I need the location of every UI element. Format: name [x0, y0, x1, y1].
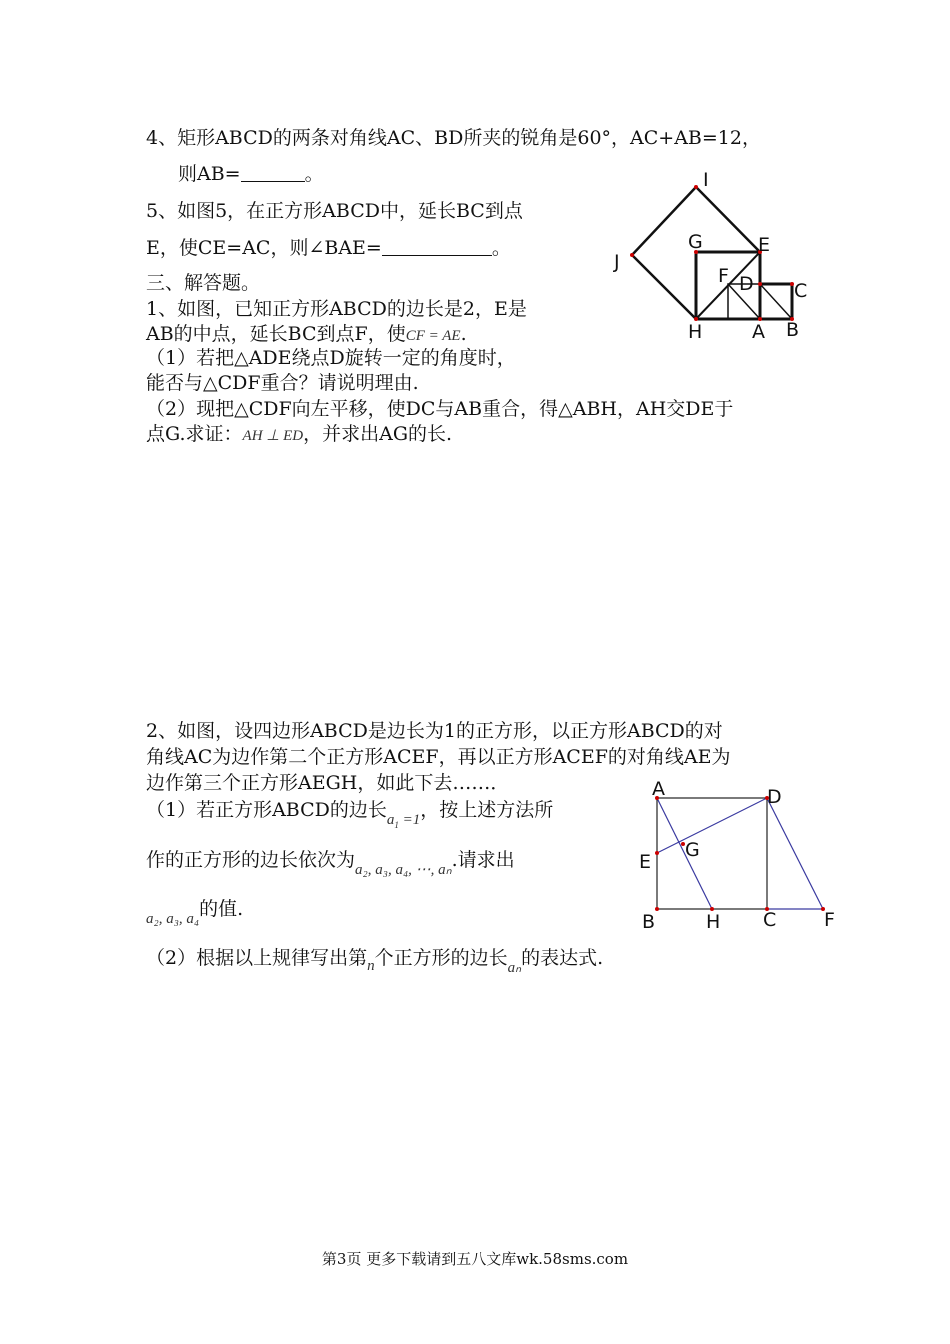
- fig1-point: [694, 185, 698, 189]
- fig2-point: [655, 907, 659, 911]
- q4-line2-suffix: 。: [304, 163, 324, 185]
- p1-line6-prefix: 点G.求证：: [146, 423, 243, 445]
- q5-line2-prefix: E，使CE=AC，则∠BAE=: [146, 237, 382, 259]
- fig1-label-H: H: [688, 321, 703, 343]
- p2-line7-an: aₙ: [507, 960, 522, 976]
- p2-line7-suffix: 的表达式.: [521, 947, 604, 969]
- fig2-label-F: F: [824, 909, 835, 930]
- fig2-label-C: C: [763, 909, 777, 930]
- fig1-label-A: A: [752, 321, 765, 343]
- p1-line6: [146, 422, 452, 448]
- p1-line5: （2）现把△CDF向左平移，使DC与AB重合，得△ABH，AH交DE于: [146, 398, 734, 420]
- fig2-label-B: B: [642, 911, 656, 930]
- p1-line2-suffix: .: [460, 323, 467, 345]
- p1-line2-math: CF = AE: [405, 328, 461, 344]
- fig2-label-D: D: [767, 786, 782, 808]
- fig1-line-IE: [696, 187, 760, 252]
- fig1-point: [630, 253, 634, 257]
- fig2-label-G: G: [685, 839, 700, 861]
- p2-line5-math: a₂, a₃, a₄, ⋯, aₙ: [355, 862, 452, 878]
- p1-line6-math: AH ⊥ ED: [242, 428, 304, 444]
- fig2-points: [655, 796, 825, 911]
- p2-line5-prefix: 作的正方形的边长依次为: [146, 849, 356, 871]
- fig1-label-D: D: [739, 273, 754, 295]
- p2-line6-math: a₂, a₃, a₄: [146, 911, 200, 927]
- figure-1-squares: [612, 168, 822, 346]
- fig1-point: [758, 282, 762, 286]
- p1-line2: [146, 322, 467, 348]
- p2-line3: 边作第三个正方形AEGH，如此下去……．: [146, 772, 510, 794]
- fig1-label-C: C: [794, 280, 808, 302]
- fig1-label-E: E: [758, 234, 771, 256]
- p1-line1: 1、如图，已知正方形ABCD的边长是2，E是: [146, 298, 527, 320]
- p2-line4-prefix: （1）若正方形ABCD的边长: [146, 799, 387, 821]
- fig2-label-E: E: [639, 851, 652, 873]
- fig1-label-F: F: [718, 265, 729, 287]
- fig1-diagonal-DB: [760, 284, 792, 319]
- figure-2-square: [630, 780, 845, 930]
- fig1-label-J: J: [614, 251, 620, 273]
- fig1-label-I: I: [703, 169, 709, 191]
- q4-line2-prefix: 则AB=: [178, 163, 241, 185]
- fig2-point: [655, 851, 659, 855]
- q5-answer-blank[interactable]: [382, 237, 492, 256]
- q5-line1: 5、如图5，在正方形ABCD中，延长BC到点: [146, 200, 523, 222]
- p2-line5: [146, 848, 515, 882]
- page-footer: 第3页 更多下载请到五八文库wk.58sms.com: [321, 1250, 629, 1268]
- p2-math-a: a: [386, 812, 395, 828]
- p2-line7-mid: 个正方形的边长: [374, 947, 508, 969]
- p2-math-eq: =1: [398, 812, 421, 828]
- p2-line4-math: [387, 812, 420, 828]
- p2-line7-prefix: （2）根据以上规律写出第: [146, 947, 368, 969]
- p2-line7: [146, 946, 603, 980]
- fig2-label-H: H: [706, 911, 721, 930]
- q4-line2: [178, 162, 324, 186]
- p1-line3: （1）若把△ADE绕点D旋转一定的角度时，: [146, 347, 516, 369]
- p2-line2: 角线AC为边作第二个正方形ACEF，再以正方形ACEF的对角线AE为: [146, 746, 731, 768]
- fig2-label-A: A: [652, 780, 665, 800]
- p2-line1: 2、如图，设四边形ABCD是边长为1的正方形，以正方形ABCD的对: [146, 720, 723, 742]
- p2-line6: [146, 897, 243, 931]
- section-title: 三、解答题。: [146, 272, 261, 294]
- p2-line7-n: n: [367, 958, 375, 974]
- p1-line2-prefix: AB的中点，延长BC到点F，使: [146, 323, 406, 345]
- p1-line6-suffix: ，并求出AG的长.: [303, 423, 453, 445]
- p2-line4-suffix: ，按上述方法所: [420, 799, 554, 821]
- p2-line6-suffix: 的值.: [199, 898, 244, 920]
- p1-line4: 能否与△CDF重合？请说明理由.: [146, 372, 419, 394]
- fig1-label-G: G: [688, 231, 703, 253]
- q4-answer-blank[interactable]: [241, 163, 305, 182]
- p2-math-sub: 1: [394, 820, 399, 830]
- fig1-rotated-square: [632, 187, 696, 319]
- p2-line5-suffix: .请求出: [451, 849, 515, 871]
- fig2-line-DF: [767, 798, 823, 909]
- p2-line4: [146, 798, 553, 837]
- q5-line2: [146, 236, 511, 260]
- q5-line2-suffix: 。: [491, 237, 511, 259]
- fig2-square-ABCD: [657, 798, 767, 909]
- fig2-line-ED: [657, 798, 767, 853]
- fig1-label-B: B: [786, 319, 800, 341]
- q4-line1: 4、矩形ABCD的两条对角线AC、BD所夹的锐角是60°，AC+AB=12，: [146, 127, 761, 149]
